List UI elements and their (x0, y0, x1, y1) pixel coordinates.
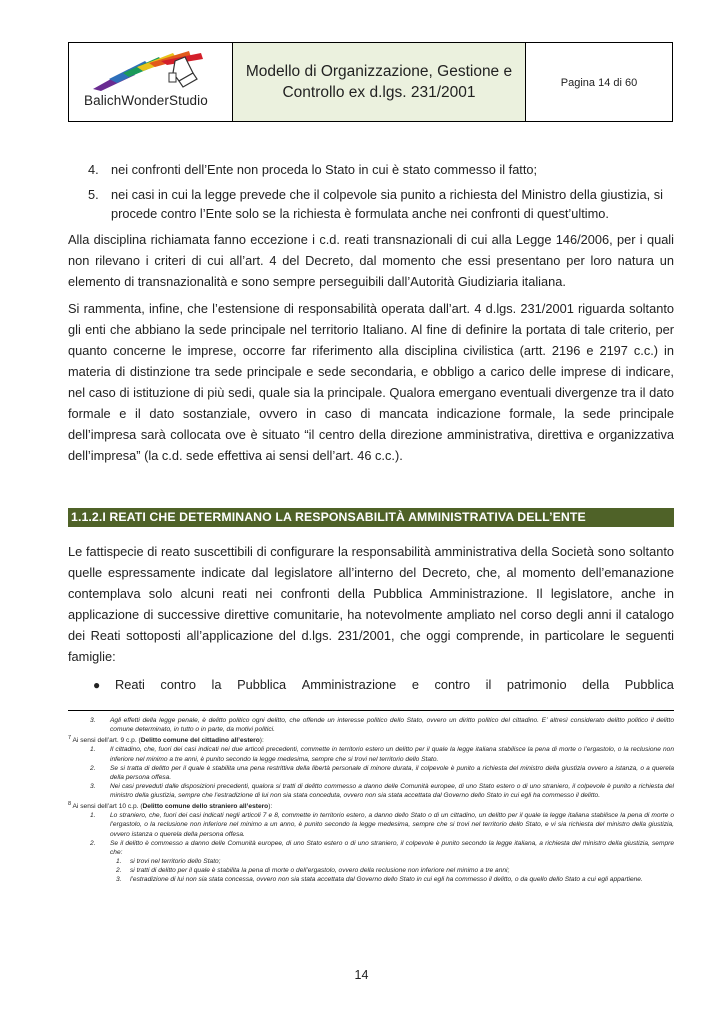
logo-icon (89, 51, 219, 93)
bullet-word: Reati (115, 677, 145, 692)
footnote-item-number: 3. (90, 717, 96, 724)
bullet-word: Pubblica (237, 677, 287, 692)
footnote-separator (68, 710, 674, 711)
footnote-item (68, 811, 674, 838)
footnote-bold: Delitto comune dello straniero all’estero (142, 803, 269, 811)
footnote-mark: 7 (68, 735, 72, 742)
footnote-item-number: 2. (90, 764, 96, 772)
footnote-8 (68, 800, 674, 811)
footnote-item (68, 764, 674, 782)
bullet-item (93, 677, 674, 692)
body-content (68, 160, 674, 466)
footnote-lead: Ai sensi dell’art 10 c.p. ( (71, 803, 143, 811)
bullet-word: Pubblica (624, 677, 674, 692)
logo-text: BalichWonderStudio (84, 93, 208, 108)
list-item-number: 4. (88, 162, 99, 177)
footnote-subitem-text: l’estradizione di lui non sia stata concessa, ovvero non sia stata accettata dal Governo dello Stato in cui egli ha commesso il delitto, o da quello dello Stato a cui egli appartiene. (130, 875, 643, 883)
footnotes (68, 716, 674, 884)
footnote-subitem-number: 1. (116, 857, 122, 865)
footnote-lead: Ai sensi dell’art. 9 c.p. ( (71, 737, 141, 745)
footnote-subitem (68, 866, 674, 875)
section-heading: 1.1.2.I REATI CHE DETERMINANO LA RESPONSABILITÀ AMMINISTRATIVA DELL’ENTE (68, 508, 674, 527)
footnote-subitem-text: si trovi nel territorio dello Stato; (130, 857, 221, 865)
list-item-text: nei confronti dell’Ente non proceda lo Stato in cui è stato commesso il fatto; (111, 162, 538, 177)
list-item-text: nei casi in cui la legge prevede che il colpevole sia punito a richiesta del Ministro della giustizia, si procede contro l’Ente solo se la richiesta è formulata anche nei confronti di quest’ultimo. (111, 187, 663, 221)
footnote-item (68, 782, 674, 800)
page-label: Pagina 14 di 60 (560, 77, 638, 89)
document-header (68, 42, 673, 122)
bullet-word: e (411, 677, 419, 692)
footnote-item-number: 1. (90, 812, 96, 820)
bullet-word: contro (160, 677, 196, 692)
footnote-tail: ): (259, 737, 264, 745)
footnote-item (68, 839, 674, 857)
paragraph: Le fattispecie di reato suscettibili di configurare la responsabilità amministrativa della Società sono soltanto quelle espressamente indicate dal legislatore all’interno del Decreto, che, al momento dell’emanazione contemplava solo alcuni reati nei confronti della Pubblica Amministrazione. Il legislatore, anche in applicazione di successive direttive comunitarie, ha notevolmente ampliato nel corso degli anni il catalogo dei Reati sottoposti all’applicazione del d.lgs. 231/2001, che oggi comprende, in particolare le seguenti famiglie: (68, 544, 674, 664)
footnote-item-number: 3. (90, 782, 96, 790)
bullet-word: patrimonio (506, 677, 567, 692)
bullet-word: la (211, 677, 222, 692)
footnote-subitem-text: si tratti di delitto per il quale è stabilita la pena di morte o dell’ergastolo, ovvero della reclusione non inferiore nel minimo a tre anni; (130, 866, 510, 874)
paragraph: Alla disciplina richiamata fanno eccezione i c.d. reati transnazionali di cui alla Legge 146/2006, per i quali non rilevano i criteri di cui all’art. 4 del Decreto, dal momento che essi presentano per loro natura un elemento di transnazionalità e sono sempre perseguibili dall’Autorità Giudiziaria italiana. (68, 232, 674, 289)
bullet-text (115, 677, 674, 692)
footnote-mark: 8 (68, 801, 72, 808)
bullet-word: contro (434, 677, 471, 692)
footnote-item-text: Agli effetti della legge penale, è delitto politico ogni delitto, che offende un interesse politico dello Stato, ovvero un diritto politico del cittadino. E’ altresì considerato delitto politico il delitto comune determinato, in tutto o in parte, da motivi politici. (110, 717, 674, 734)
footnote-item-text: Lo straniero, che, fuori dei casi indicati negli articoli 7 e 8, commette in territorio estero, a danno dello Stato o di un cittadino, un delitto per il quale la legge italiana stabilisce la pena di morte o l’ergastolo, o la reclusione non inferiore nel minimo a un anno, è punito secondo la legge medesima, sempre che si trovi nel territorio dello Stato, e vi sia richiesta del ministro della giustizia, ovvero istanza o querela della persona offesa. (110, 812, 674, 838)
page-number: 14 (354, 968, 369, 982)
footnote-item (68, 745, 674, 763)
footnote-bold: Delitto comune del cittadino all’estero (140, 737, 260, 745)
title-line-1: Modello di Organizzazione, Gestione e (245, 63, 513, 80)
list-item (68, 185, 674, 223)
bullet-word: il (485, 677, 492, 692)
footnote-item-number: 1. (90, 746, 96, 754)
footnote-7 (68, 734, 674, 745)
list-item-number: 5. (88, 187, 99, 202)
bullet-word: Amministrazione (301, 677, 397, 692)
document-title (233, 43, 526, 121)
footnote-subitem (68, 875, 674, 884)
list-item (68, 160, 674, 179)
footnote-subitem-number: 2. (116, 866, 122, 874)
section-paragraph-block (68, 541, 674, 667)
footnote-tail: ): (268, 803, 273, 811)
bullet-word: della (582, 677, 610, 692)
footnote-item-text: Nei casi preveduti dalle disposizioni precedenti, qualora si tratti di delitto commesso a danno delle Comunità europee, di uno Stato estero o di uno straniero, il colpevole è punito a richiesta del ministro della giustizia, sempre che l’estradizione di lui non sia stata conceduta, ovvero non sia stata accettata dal Governo dello Stato in cui egli ha commesso il delitto. (110, 782, 674, 799)
footnote-item-number: 2. (90, 839, 96, 847)
footnote-item-text: Il cittadino, che, fuori dei casi indicati nei due articoli precedenti, commette in territorio estero un delitto per il quale la legge italiana stabilisce la pena di morte o l’ergastolo, o la reclusione non inferiore nel minimo a tre anni, è punito secondo la legge medesima, sempre che si trovi nel territorio dello Stato. (110, 746, 674, 763)
footnote-subitem (68, 857, 674, 866)
footnote-item-text: Se il delitto è commesso a danno delle Comunità europee, di uno Stato estero o di uno straniero, il colpevole è punito secondo la legge italiana, a richiesta del ministro della giustizia, sempre che: (110, 839, 674, 856)
bullet-icon: ● (93, 677, 101, 692)
footnote-item (68, 716, 674, 734)
title-line-2: Controllo ex d.lgs. 231/2001 (282, 84, 476, 101)
logo-cell (69, 43, 233, 121)
footnote-item-text: Se si tratta di delitto per il quale è stabilita una pena restrittiva della libertà personale di minore durata, il colpevole è punito a richiesta del ministro della giustizia ovvero a istanza, o a querela della persona offesa. (110, 764, 674, 781)
footnote-subitem-number: 3. (116, 875, 122, 883)
paragraph: Si rammenta, infine, che l’estensione di responsabilità operata dall’art. 4 d.lgs. 231/2001 riguarda soltanto gli enti che abbiano la sede principale nel territorio Italiano. Al fine di definire la portata di tale criterio, per quanto concerne le imprese, occorre far riferimento alla disciplina civilistica (artt. 2196 e 2197 c.c.) in materia di distinzione tra sede principale e sede secondaria, e obbligo a carico delle imprese di indicare, nel caso di istituzione di più sedi, quale sia la principale. Qualora emergano eventuali divergenze tra il dato formale e il dato sostanziale, ovvero in caso di mancata indicazione formale, la sede principale dell’impresa sarà collocata ove è situato “il centro della direzione amministrativa, direttiva e organizzativa dell’impresa” (la c.d. sede effettiva ai sensi dell’art. 46 c.c.). (68, 301, 674, 463)
